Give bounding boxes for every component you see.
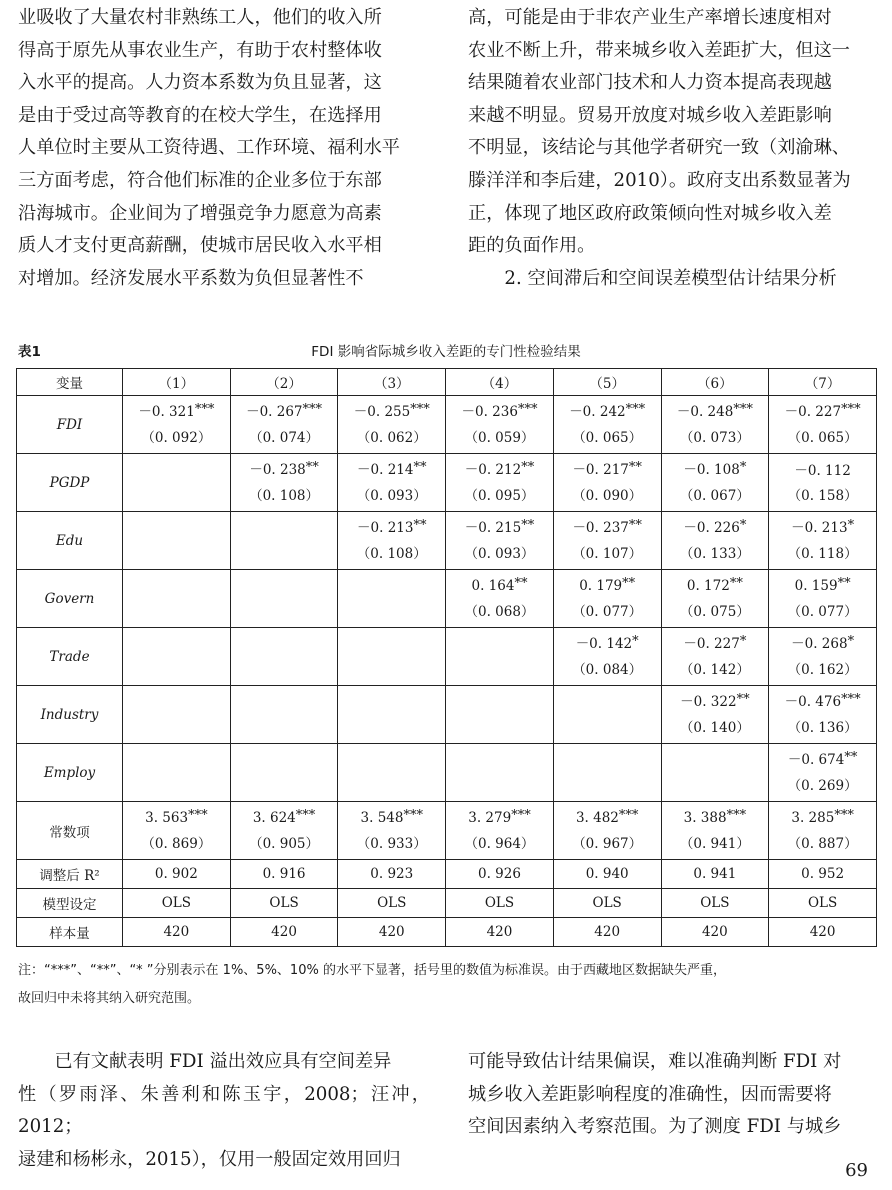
column-header: （5） bbox=[553, 369, 661, 396]
coefficient-value: －0. 213 bbox=[357, 520, 414, 536]
significance-stars: *** bbox=[194, 402, 215, 417]
coefficient bbox=[554, 399, 661, 426]
text-line: 质人才支付更高薪酬，使城市居民收入水平相 bbox=[18, 235, 382, 257]
significance-stars: ** bbox=[736, 692, 750, 707]
text-line: 对增加。经济发展水平系数为负但显著性不 bbox=[18, 267, 364, 289]
coefficient-value: －0. 217 bbox=[572, 462, 629, 478]
text-line: 可能导致估计结果偏误，难以准确判断 FDI 对 bbox=[468, 1051, 842, 1072]
significance-stars: ** bbox=[413, 518, 427, 533]
text-line: 逯建和杨彬永，2015），仅用一般固定效用回归 bbox=[18, 1148, 401, 1170]
table-cell bbox=[446, 454, 554, 512]
coefficient bbox=[554, 573, 661, 600]
column-header: （1） bbox=[123, 369, 231, 396]
table-cell bbox=[661, 628, 769, 686]
table-cell bbox=[661, 744, 769, 802]
standard-error: （0. 158） bbox=[787, 487, 858, 504]
standard-error: （0. 107） bbox=[572, 546, 643, 562]
table-cell bbox=[230, 396, 338, 454]
coefficient bbox=[769, 805, 876, 832]
significance-stars: ** bbox=[514, 576, 528, 591]
table-row bbox=[17, 686, 877, 744]
standard-error: （0. 140） bbox=[679, 720, 750, 736]
significance-stars: *** bbox=[841, 402, 861, 417]
row-label: 调整后 R² bbox=[17, 860, 123, 889]
significance-stars: *** bbox=[726, 808, 747, 823]
coefficient-value: 3. 624 bbox=[252, 810, 296, 826]
text-line: 是由于受过高等教育的在校大学生，在选择用 bbox=[18, 104, 382, 126]
significance-stars: * bbox=[739, 518, 747, 533]
coefficient-value: －0. 674 bbox=[787, 752, 845, 768]
row-label: PGDP bbox=[17, 454, 123, 512]
text-line: 性（罗雨泽、朱善利和陈玉宇，2008；汪冲，2012； bbox=[18, 1083, 430, 1138]
table-cell: 0. 916 bbox=[230, 860, 338, 889]
significance-stars: *** bbox=[410, 402, 430, 417]
coefficient-value: 3. 279 bbox=[468, 810, 512, 826]
coefficient-value: 0. 164 bbox=[471, 578, 515, 594]
significance-stars: ** bbox=[837, 576, 851, 591]
coefficient bbox=[554, 515, 661, 542]
coefficient-value: －0. 248 bbox=[676, 404, 734, 420]
table-cell bbox=[230, 744, 338, 802]
coefficient-value: －0. 267 bbox=[246, 404, 303, 420]
coefficient bbox=[123, 805, 230, 832]
column-header: （3） bbox=[338, 369, 446, 396]
column-header: 变量 bbox=[17, 369, 123, 396]
text-line: 空间因素纳入考察范围。为了测度 FDI 与城乡 bbox=[468, 1116, 842, 1138]
table-cell: 0. 940 bbox=[553, 860, 661, 889]
table-cell bbox=[123, 744, 231, 802]
significance-stars: * bbox=[847, 634, 855, 649]
significance-stars: *** bbox=[841, 692, 861, 707]
table-cell: OLS bbox=[338, 889, 446, 918]
coefficient bbox=[662, 515, 769, 542]
table-cell bbox=[553, 686, 661, 744]
standard-error: （0. 065） bbox=[572, 430, 643, 446]
body-text-top-right bbox=[468, 2, 878, 295]
significance-stars: *** bbox=[403, 808, 423, 823]
standard-error: （0. 142） bbox=[679, 662, 750, 678]
text-line: 结果随着农业部门技术和人力资本提高表现越 bbox=[468, 72, 832, 94]
row-label: Industry bbox=[17, 686, 123, 744]
coefficient bbox=[769, 458, 876, 484]
table-cell: 0. 941 bbox=[661, 860, 769, 889]
row-label: Employ bbox=[17, 744, 123, 802]
row-label: Edu bbox=[17, 512, 123, 570]
table-cell bbox=[338, 570, 446, 628]
text-line: 得高于原先从事农业生产，有助于农村整体收 bbox=[18, 39, 382, 61]
body-text-bottom-left bbox=[18, 1046, 430, 1176]
standard-error: （0. 136） bbox=[787, 720, 858, 736]
table-cell bbox=[769, 512, 877, 570]
table-cell bbox=[230, 628, 338, 686]
table-cell bbox=[661, 512, 769, 570]
note-line: 注：“***”、“**”、“* ”分别表示在 1%、5%、10% 的水平下显著，括号里的数值为标准误。由于西藏地区数据缺失严重， bbox=[18, 963, 726, 978]
coefficient-value: －0. 476 bbox=[784, 694, 842, 710]
table-cell bbox=[338, 686, 446, 744]
row-label: 常数项 bbox=[17, 802, 123, 860]
table-cell bbox=[661, 802, 769, 860]
table-cell: 420 bbox=[123, 918, 231, 947]
text-line: 来越不明显。贸易开放度对城乡收入差距影响 bbox=[468, 104, 832, 126]
table-cell bbox=[446, 512, 554, 570]
coefficient bbox=[769, 631, 876, 658]
table-cell bbox=[338, 802, 446, 860]
table-cell bbox=[553, 802, 661, 860]
coefficient bbox=[338, 515, 445, 542]
coefficient bbox=[338, 457, 445, 484]
standard-error: （0. 065） bbox=[787, 430, 858, 446]
standard-error: （0. 068） bbox=[464, 604, 535, 620]
significance-stars: *** bbox=[188, 808, 208, 823]
row-label: 模型设定 bbox=[17, 889, 123, 918]
table-row bbox=[17, 802, 877, 860]
table-cell bbox=[769, 396, 877, 454]
table-cell: 420 bbox=[446, 918, 554, 947]
coefficient bbox=[338, 805, 445, 832]
table-row bbox=[17, 570, 877, 628]
coefficient-value: －0. 112 bbox=[794, 462, 851, 479]
coefficient bbox=[554, 457, 661, 484]
standard-error: （0. 093） bbox=[464, 546, 535, 562]
standard-error: （0. 905） bbox=[249, 836, 320, 852]
standard-error: （0. 067） bbox=[679, 488, 750, 504]
column-header: （2） bbox=[230, 369, 338, 396]
significance-stars: *** bbox=[517, 402, 538, 417]
table-cell bbox=[338, 512, 446, 570]
table-cell bbox=[123, 570, 231, 628]
page-number: 69 bbox=[845, 1160, 868, 1181]
table-cell bbox=[230, 802, 338, 860]
table-cell bbox=[123, 396, 231, 454]
table-cell bbox=[338, 628, 446, 686]
table-cell bbox=[123, 628, 231, 686]
text-line: 已有文献表明 FDI 溢出效应具有空间差异 bbox=[54, 1051, 392, 1072]
table-cell: 420 bbox=[553, 918, 661, 947]
coefficient-value: 0. 172 bbox=[686, 578, 730, 594]
row-label: Govern bbox=[17, 570, 123, 628]
table-cell: 420 bbox=[338, 918, 446, 947]
table-cell: 0. 902 bbox=[123, 860, 231, 889]
coefficient bbox=[338, 399, 445, 426]
text-line: 滕洋洋和李后建，2010）。政府支出系数显著为 bbox=[468, 169, 851, 191]
coefficient bbox=[662, 631, 769, 658]
table-cell bbox=[769, 744, 877, 802]
coefficient-value: －0. 227 bbox=[683, 636, 740, 652]
coefficient-value: 0. 179 bbox=[579, 578, 623, 594]
coefficient-value: －0. 237 bbox=[572, 520, 629, 536]
coefficient bbox=[769, 399, 876, 426]
standard-error: （0. 869） bbox=[141, 836, 212, 852]
coefficient-value: －0. 242 bbox=[569, 404, 626, 420]
coefficient bbox=[231, 457, 338, 484]
table-cell bbox=[553, 396, 661, 454]
coefficient bbox=[769, 515, 876, 542]
text-line: 三方面考虑，符合他们标准的企业多位于东部 bbox=[18, 169, 382, 191]
standard-error: （0. 887） bbox=[787, 836, 858, 852]
significance-stars: ** bbox=[844, 750, 858, 765]
coefficient bbox=[662, 457, 769, 484]
significance-stars: ** bbox=[305, 460, 319, 475]
significance-stars: *** bbox=[511, 808, 531, 823]
coefficient-value: －0. 226 bbox=[683, 520, 740, 536]
table-cell: OLS bbox=[553, 889, 661, 918]
table-cell bbox=[553, 628, 661, 686]
table-cell bbox=[338, 744, 446, 802]
coefficient bbox=[231, 399, 338, 426]
table-label: 表1 bbox=[18, 344, 41, 360]
text-line: 城乡收入差距影响程度的准确性，因而需要将 bbox=[468, 1083, 832, 1105]
table-cell bbox=[338, 454, 446, 512]
table-cell bbox=[230, 454, 338, 512]
coefficient bbox=[554, 631, 661, 658]
standard-error: （0. 074） bbox=[249, 430, 320, 446]
coefficient-value: 3. 388 bbox=[683, 810, 727, 826]
table-cell bbox=[446, 396, 554, 454]
table-cell bbox=[769, 454, 877, 512]
text-line: 人单位时主要从工资待遇、工作环境、福利水平 bbox=[18, 137, 400, 159]
table-cell: OLS bbox=[661, 889, 769, 918]
significance-stars: *** bbox=[295, 808, 316, 823]
standard-error: （0. 062） bbox=[356, 430, 427, 446]
standard-error: （0. 964） bbox=[464, 836, 535, 852]
note-line: 故回归中未将其纳入研究范围。 bbox=[18, 991, 201, 1006]
coefficient-value: －0. 268 bbox=[791, 636, 848, 652]
standard-error: （0. 073） bbox=[679, 430, 750, 446]
table-row bbox=[17, 454, 877, 512]
table-cell: OLS bbox=[230, 889, 338, 918]
column-header: （7） bbox=[769, 369, 877, 396]
table-cell: 420 bbox=[230, 918, 338, 947]
coefficient-value: －0. 212 bbox=[464, 462, 522, 478]
table-cell bbox=[123, 686, 231, 744]
standard-error: （0. 075） bbox=[679, 604, 750, 620]
table-cell bbox=[446, 744, 554, 802]
column-header: （4） bbox=[446, 369, 554, 396]
table-cell bbox=[769, 686, 877, 744]
coefficient bbox=[446, 573, 553, 600]
coefficient-value: 3. 563 bbox=[145, 810, 189, 826]
table-cell bbox=[123, 802, 231, 860]
text-line: 距的负面作用。 bbox=[468, 235, 596, 257]
table-cell bbox=[446, 686, 554, 744]
coefficient-value: －0. 214 bbox=[357, 462, 414, 478]
significance-stars: ** bbox=[628, 518, 642, 533]
section-heading: 2. 空间滞后和空间误差模型估计结果分析 bbox=[504, 267, 837, 289]
significance-stars: * bbox=[847, 518, 855, 533]
table-row bbox=[17, 396, 877, 454]
standard-error: （0. 967） bbox=[572, 836, 643, 852]
standard-error: （0. 090） bbox=[572, 488, 643, 504]
text-line: 入水平的提高。人力资本系数为负且显著，这 bbox=[18, 72, 382, 94]
table-cell bbox=[230, 512, 338, 570]
standard-error: （0. 093） bbox=[356, 488, 427, 504]
standard-error: （0. 059） bbox=[464, 430, 535, 446]
table-body bbox=[17, 396, 877, 947]
table-cell bbox=[553, 744, 661, 802]
table-cell: 0. 926 bbox=[446, 860, 554, 889]
coefficient bbox=[662, 399, 769, 426]
coefficient-value: －0. 215 bbox=[464, 520, 522, 536]
coefficient bbox=[662, 573, 769, 600]
coefficient-value: 3. 482 bbox=[575, 810, 619, 826]
table-cell bbox=[553, 570, 661, 628]
regression-table bbox=[16, 368, 877, 947]
significance-stars: *** bbox=[834, 808, 854, 823]
coefficient-value: －0. 142 bbox=[575, 636, 633, 652]
table-note bbox=[18, 957, 876, 1013]
body-text-bottom-right bbox=[468, 1046, 878, 1144]
significance-stars: ** bbox=[628, 460, 642, 475]
significance-stars: *** bbox=[625, 402, 646, 417]
standard-error: （0. 269） bbox=[787, 778, 858, 794]
text-line: 高，可能是由于非农产业生产率增长速度相对 bbox=[468, 7, 832, 28]
coefficient-value: －0. 108 bbox=[683, 462, 740, 478]
coefficient-value: 3. 548 bbox=[360, 810, 404, 826]
row-label: Trade bbox=[17, 628, 123, 686]
standard-error: （0. 108） bbox=[249, 488, 320, 504]
table-cell bbox=[769, 628, 877, 686]
table-cell: 420 bbox=[769, 918, 877, 947]
text-line: 正，体现了地区政府政策倾向性对城乡收入差 bbox=[468, 202, 832, 224]
table-cell: OLS bbox=[446, 889, 554, 918]
table-cell: 420 bbox=[661, 918, 769, 947]
significance-stars: ** bbox=[521, 518, 535, 533]
significance-stars: ** bbox=[622, 576, 636, 591]
standard-error: （0. 933） bbox=[356, 836, 427, 852]
coefficient bbox=[554, 805, 661, 832]
table-header-row bbox=[17, 369, 877, 396]
table-cell bbox=[123, 512, 231, 570]
coefficient-value: 0. 159 bbox=[794, 578, 838, 594]
coefficient bbox=[662, 805, 769, 832]
coefficient bbox=[231, 805, 338, 832]
coefficient bbox=[446, 399, 553, 426]
table-cell bbox=[661, 570, 769, 628]
coefficient bbox=[769, 747, 876, 774]
table-cell bbox=[230, 686, 338, 744]
table-cell: OLS bbox=[123, 889, 231, 918]
standard-error: （0. 077） bbox=[572, 604, 643, 620]
table-row bbox=[17, 512, 877, 570]
significance-stars: *** bbox=[618, 808, 639, 823]
significance-stars: *** bbox=[302, 402, 323, 417]
table-cell bbox=[446, 570, 554, 628]
coefficient-value: －0. 227 bbox=[784, 404, 842, 420]
coefficient-value: －0. 238 bbox=[249, 462, 306, 478]
significance-stars: * bbox=[632, 634, 639, 649]
standard-error: （0. 108） bbox=[356, 546, 427, 562]
table-cell: 0. 923 bbox=[338, 860, 446, 889]
coefficient bbox=[769, 573, 876, 600]
column-header: （6） bbox=[661, 369, 769, 396]
row-label: 样本量 bbox=[17, 918, 123, 947]
table-cell bbox=[230, 570, 338, 628]
table-cell bbox=[769, 802, 877, 860]
standard-error: （0. 118） bbox=[787, 546, 858, 562]
table-title: FDI 影响省际城乡收入差距的专门性检验结果 bbox=[311, 344, 581, 360]
table-cell bbox=[661, 686, 769, 744]
coefficient-value: －0. 213 bbox=[791, 520, 848, 536]
coefficient-value: －0. 255 bbox=[353, 404, 411, 420]
significance-stars: * bbox=[739, 634, 747, 649]
table-cell: 0. 952 bbox=[769, 860, 877, 889]
standard-error: （0. 077） bbox=[787, 604, 858, 620]
standard-error: （0. 162） bbox=[787, 662, 858, 678]
table-cell bbox=[338, 396, 446, 454]
summary-row bbox=[17, 889, 877, 918]
body-text-top-left bbox=[18, 2, 430, 295]
coefficient bbox=[662, 689, 769, 716]
coefficient bbox=[446, 515, 553, 542]
coefficient bbox=[446, 457, 553, 484]
coefficient-value: －0. 236 bbox=[461, 404, 518, 420]
coefficient-value: －0. 322 bbox=[680, 694, 737, 710]
coefficient bbox=[446, 805, 553, 832]
table-cell bbox=[769, 570, 877, 628]
standard-error: （0. 133） bbox=[679, 546, 750, 562]
standard-error: （0. 095） bbox=[464, 488, 535, 504]
table-cell bbox=[446, 628, 554, 686]
table-cell bbox=[553, 454, 661, 512]
significance-stars: ** bbox=[413, 460, 427, 475]
table-row bbox=[17, 744, 877, 802]
text-line: 不明显，该结论与其他学者研究一致（刘渝琳、 bbox=[468, 137, 850, 159]
standard-error: （0. 092） bbox=[141, 430, 212, 446]
row-label: FDI bbox=[17, 396, 123, 454]
significance-stars: *** bbox=[733, 402, 753, 417]
significance-stars: ** bbox=[521, 460, 535, 475]
table-row bbox=[17, 628, 877, 686]
table-cell bbox=[661, 454, 769, 512]
table-cell: OLS bbox=[769, 889, 877, 918]
summary-row bbox=[17, 918, 877, 947]
table-cell bbox=[553, 512, 661, 570]
coefficient bbox=[769, 689, 876, 716]
coefficient bbox=[123, 399, 230, 426]
text-line: 农业不断上升，带来城乡收入差距扩大，但这一 bbox=[468, 39, 850, 61]
standard-error: （0. 941） bbox=[679, 836, 750, 852]
summary-row bbox=[17, 860, 877, 889]
text-line: 业吸收了大量农村非熟练工人，他们的收入所 bbox=[18, 7, 382, 28]
table-cell bbox=[661, 396, 769, 454]
significance-stars: ** bbox=[729, 576, 743, 591]
significance-stars: * bbox=[739, 460, 747, 475]
table-cell bbox=[123, 454, 231, 512]
coefficient-value: 3. 285 bbox=[791, 810, 835, 826]
table-cell bbox=[446, 802, 554, 860]
coefficient-value: －0. 321 bbox=[138, 404, 195, 420]
text-line: 沿海城市。企业间为了增强竞争力愿意为高素 bbox=[18, 202, 382, 224]
standard-error: （0. 084） bbox=[572, 662, 643, 678]
